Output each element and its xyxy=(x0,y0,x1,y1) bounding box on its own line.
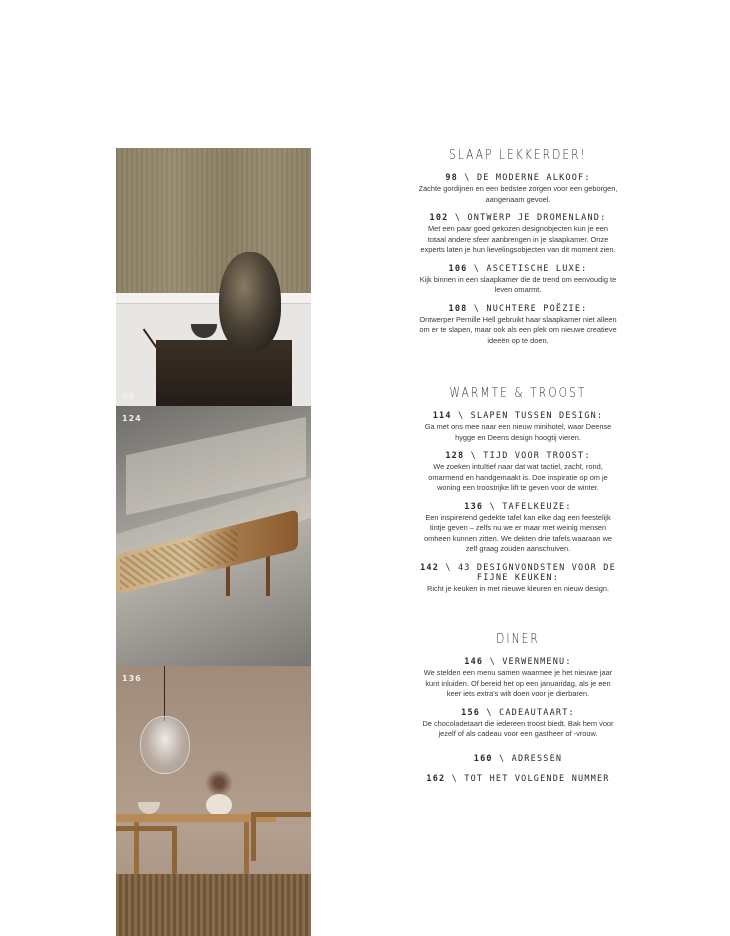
entry-title: TIJD VOOR TROOST: xyxy=(483,451,591,461)
entry-title: CADEAUTAART: xyxy=(499,707,575,718)
entry-description: Richt je keuken in met nieuwe kleuren en nieuw design. xyxy=(427,583,609,593)
entry-page-number: 114 xyxy=(432,411,452,421)
toc-entry[interactable] xyxy=(418,264,618,296)
entry-title: DE MODERNE ALKOOF: xyxy=(476,173,591,183)
entry-description: Een inspirerend gedekte tafel kan elke dag een feestelijk tintje geven – zelfs nu we er maar met weinig mensen omheen kunnen zitten. We dekten drie tafels waaraan we zelf graag zouden aanschuiven. xyxy=(423,512,613,553)
entry-heading: 162 \ TOT HET VOLGENDE NUMMER xyxy=(426,773,610,784)
section-title: DINER xyxy=(496,632,540,647)
entry-heading: 136 \ TAFELKEUZE: xyxy=(464,501,572,512)
entry-page-number: 106 xyxy=(448,263,468,274)
entry-title: VERWENMENU: xyxy=(502,657,572,667)
entry-description: Kijk binnen in een slaapkamer die de trend om eenvoudig te leven omarmt. xyxy=(419,274,617,294)
toc-entry[interactable] xyxy=(418,451,618,494)
entry-page-number: 142 xyxy=(420,562,440,573)
photo-page-number: 136 xyxy=(122,674,142,683)
entry-page-number: 128 xyxy=(445,451,465,461)
section-warmte-troost xyxy=(418,386,618,594)
entry-description: Zachte gordijnen en een bedstee zorgen voor een geborgen, aangenaam gevoel. xyxy=(418,184,618,204)
entry-page-number: 146 xyxy=(464,657,484,667)
entry-page-number: 136 xyxy=(464,501,484,512)
entry-heading: 160 \ ADRESSEN xyxy=(473,753,563,764)
entry-title: SLAPEN TUSSEN DESIGN: xyxy=(470,411,604,421)
entry-page-number: 108 xyxy=(448,303,468,314)
photo-woven-bench xyxy=(116,406,311,666)
toc-entry[interactable] xyxy=(418,754,618,764)
entry-description: Ga met ons mee naar een nieuw minihotel, waar Deense hygge en Deens design hoogtij vieren. xyxy=(424,422,612,442)
section-diner xyxy=(418,632,618,784)
entry-title: ADRESSEN xyxy=(511,753,563,764)
entry-heading: 114 \ SLAPEN TUSSEN DESIGN: xyxy=(432,411,604,421)
entry-heading: 106 \ ASCETISCHE LUXE: xyxy=(448,263,588,274)
entry-description: We stelden een menu samen waarmee je het nieuwe jaar kunt inluiden. Of bereid het op een januaridag, als je een keer iets extra's wilt doen voor je dierbaren. xyxy=(423,668,613,698)
entry-title: TOT HET VOLGENDE NUMMER xyxy=(464,773,610,784)
photo-alcove-vase xyxy=(116,148,311,406)
entry-heading: 142 \ 43 DESIGNVONDSTEN VOOR DE FIJNE KEUKEN: xyxy=(420,562,616,583)
entry-heading: 108 \ NUCHTERE POËZIE: xyxy=(448,303,588,314)
toc-entry[interactable] xyxy=(418,411,618,443)
entry-title: NUCHTERE POËZIE: xyxy=(486,303,588,314)
entry-title: ONTWERP JE DROMENLAND: xyxy=(467,213,607,223)
entry-heading: 102 \ ONTWERP JE DROMENLAND: xyxy=(429,213,607,223)
entry-title: 43 DESIGNVONDSTEN VOOR DE FIJNE KEUKEN: xyxy=(457,562,616,583)
toc-entry[interactable] xyxy=(418,213,618,256)
toc-entry[interactable] xyxy=(418,563,618,595)
toc-entry[interactable] xyxy=(418,774,618,784)
entry-description: We zoeken intuïtief naar dat wat tactiel, zacht, rond, omarmend en handgemaakt is. Doe inspiratie op om je woning een troostrijke lift te geven voor de winter. xyxy=(428,462,608,492)
toc-entry[interactable] xyxy=(418,304,618,347)
entry-description: Ontwerper Pernille Hell gebruikt haar slaapkamer niet alleen om er te slapen, maar ook als een plek om nieuwe creatieve ideeën op te doen. xyxy=(419,314,617,345)
entry-title: TAFELKEUZE: xyxy=(502,501,572,512)
entry-description: De chocoladetaart die iedereen troost biedt. Bak hem voor jezelf of als cadeau voor een gastheer of -vrouw. xyxy=(422,718,614,738)
toc-entry[interactable] xyxy=(418,502,618,555)
entry-title: ASCETISCHE LUXE: xyxy=(486,263,588,274)
entry-heading: 156 \ CADEAUTAART: xyxy=(461,707,575,718)
entry-page-number: 102 xyxy=(429,213,449,223)
entry-page-number: 160 xyxy=(473,753,493,764)
entry-heading: 128 \ TIJD VOOR TROOST: xyxy=(445,451,591,461)
section-title: SLAAP LEKKERDER! xyxy=(449,148,587,163)
section-slaap-lekkerder xyxy=(418,148,618,346)
photo-dining-table xyxy=(116,666,311,936)
photo-page-number: 124 xyxy=(122,414,142,423)
toc-entry[interactable] xyxy=(418,708,618,740)
entry-heading: 98 \ DE MODERNE ALKOOF: xyxy=(445,173,591,183)
toc-entry[interactable] xyxy=(418,657,618,700)
entry-description: Met een paar goed gekozen designobjecten kun je een totaal andere sfeer aanbrengen in je slaapkamer. Onze experts laten je hun lievelingsobjecten van dit moment zien. xyxy=(420,224,616,254)
entry-page-number: 98 xyxy=(445,173,458,183)
entry-page-number: 156 xyxy=(461,707,481,718)
entry-page-number: 162 xyxy=(426,773,446,784)
entry-heading: 146 \ VERWENMENU: xyxy=(464,657,572,667)
photo-page-number: 98 xyxy=(122,392,136,401)
section-title: WARMTE & TROOST xyxy=(449,386,587,401)
toc-entry[interactable] xyxy=(418,173,618,205)
